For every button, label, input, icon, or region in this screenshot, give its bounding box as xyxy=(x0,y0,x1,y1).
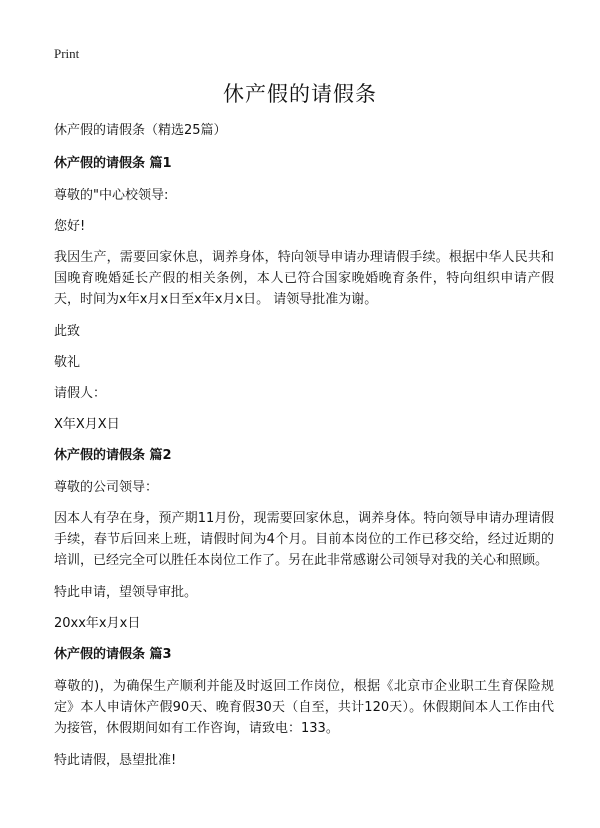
letter-body: 我因生产，需要回家休息，调养身体，特向领导申请办理请假手续。根据中华人民共和国晚育晚婚延长产假的相关条例，本人已符合国家晚婚晚育条件，特向组织申请产假天，时间为x年x月x日至x年x月x日。 请领导批准为谢。 xyxy=(54,250,554,307)
closing-line: 特此申请，望领导审批。 xyxy=(54,585,198,600)
salutation: 尊敬的"中心校领导: xyxy=(54,188,169,203)
closing-line: 此致 xyxy=(54,324,81,339)
section-heading-1: 休产假的请假条 篇1 xyxy=(54,156,172,171)
letter-date: X年X月X日 xyxy=(54,417,120,432)
section-heading-2: 休产假的请假条 篇2 xyxy=(54,448,172,463)
salutation: 尊敬的公司领导： xyxy=(54,480,159,495)
applicant-line: 请假人： xyxy=(54,386,107,401)
document-body xyxy=(54,120,554,781)
section-heading-3: 休产假的请假条 篇3 xyxy=(54,647,172,662)
letter-date: 20xx年x月x日 xyxy=(54,616,141,631)
letter-body: 尊敬的)，为确保生产顺利并能及时返回工作岗位，根据《北京市企业职工生育保险规定》本人申请休产假90天、晚育假30天（自至，共计120天）。休假期间本人工作由代为接管，休假期间如有工作咨询，请致电：133。 xyxy=(54,679,554,736)
letter-body: 因本人有孕在身，预产期11月份，现需要回家休息，调养身体。特向领导申请办理请假手续，春节后回来上班，请假时间为4个月。目前本岗位的工作已移交给，经过近期的培训，已经完全可以胜任本岗位工作了。另在此非常感谢公司领导对我的关心和照顾。 xyxy=(54,511,554,568)
print-link[interactable]: Print xyxy=(54,46,80,61)
document-subtitle: 休产假的请假条（精选25篇） xyxy=(54,123,227,138)
closing-line: 敬礼 xyxy=(54,355,81,370)
document-title: 休产假的请假条 xyxy=(223,82,377,106)
greeting: 您好! xyxy=(54,219,86,234)
closing-line: 特此请假，恳望批准! xyxy=(54,753,177,768)
